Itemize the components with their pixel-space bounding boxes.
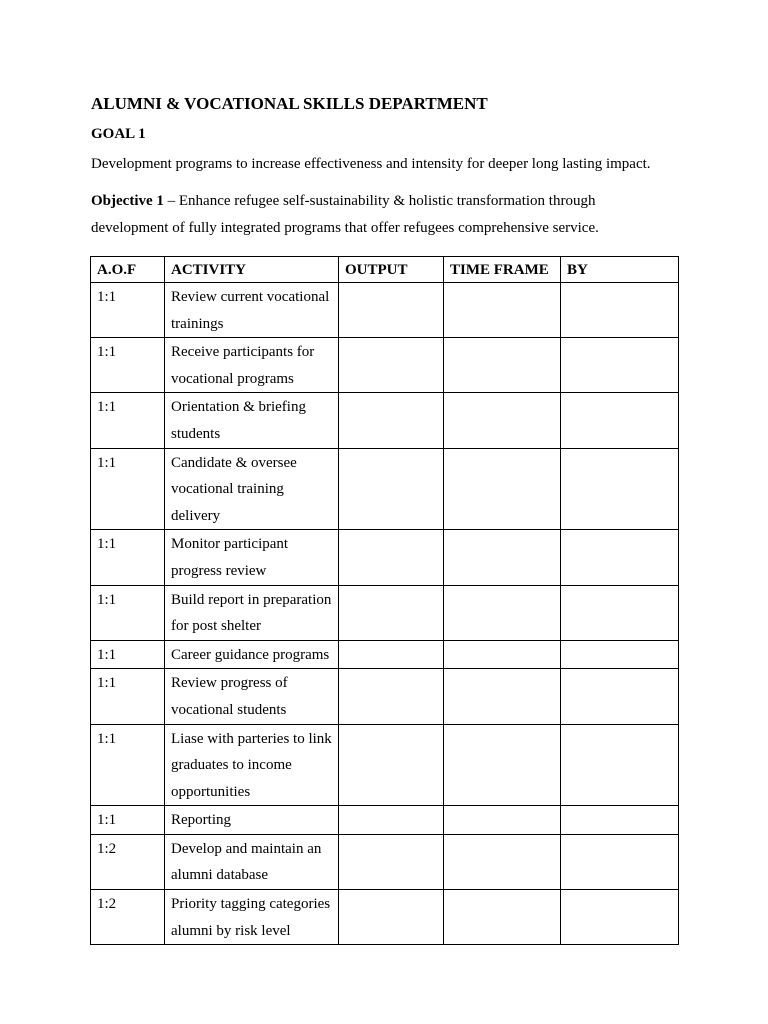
cell-by [561, 338, 679, 393]
cell-time-frame [444, 834, 561, 889]
cell-output [339, 585, 444, 640]
cell-by [561, 669, 679, 724]
goal-description: Development programs to increase effectiveness and intensity for deeper long lasting impact. [91, 156, 651, 172]
cell-by [561, 834, 679, 889]
cell-activity: Develop and maintain an alumni database [165, 834, 339, 889]
objective-line-1 [91, 193, 595, 210]
cell-activity: Review current vocational trainings [165, 283, 339, 338]
table-header-row [91, 257, 679, 283]
document-title: ALUMNI & VOCATIONAL SKILLS DEPARTMENT [91, 94, 488, 113]
goal-heading: GOAL 1 [91, 126, 146, 142]
table-row [91, 448, 679, 530]
cell-time-frame [444, 530, 561, 585]
cell-aof: 1:1 [91, 338, 165, 393]
cell-by [561, 806, 679, 835]
header-by: BY [561, 257, 679, 283]
cell-by [561, 890, 679, 945]
cell-activity: Build report in preparation for post shelter [165, 585, 339, 640]
cell-aof: 1:1 [91, 806, 165, 835]
cell-output [339, 806, 444, 835]
cell-time-frame [444, 448, 561, 530]
cell-by [561, 448, 679, 530]
cell-time-frame [444, 640, 561, 669]
table-row [91, 640, 679, 669]
cell-output [339, 890, 444, 945]
cell-by [561, 393, 679, 448]
cell-by [561, 530, 679, 585]
header-activity: ACTIVITY [165, 257, 339, 283]
cell-time-frame [444, 890, 561, 945]
objective-label: Objective 1 [91, 193, 164, 209]
cell-output [339, 283, 444, 338]
table-row [91, 530, 679, 585]
objective-line-2: development of fully integrated programs that offer refugees comprehensive service. [91, 220, 599, 236]
cell-aof: 1:1 [91, 640, 165, 669]
cell-time-frame [444, 283, 561, 338]
cell-output [339, 834, 444, 889]
table-row [91, 724, 679, 806]
cell-activity: Reporting [165, 806, 339, 835]
table-row [91, 834, 679, 889]
header-output: OUTPUT [339, 257, 444, 283]
cell-aof: 1:2 [91, 890, 165, 945]
table-row [91, 669, 679, 724]
table-row [91, 585, 679, 640]
cell-activity: Review progress of vocational students [165, 669, 339, 724]
cell-by [561, 724, 679, 806]
table-row [91, 890, 679, 945]
cell-aof: 1:1 [91, 669, 165, 724]
table-row [91, 338, 679, 393]
cell-aof: 1:1 [91, 585, 165, 640]
cell-output [339, 669, 444, 724]
cell-activity: Career guidance programs [165, 640, 339, 669]
cell-time-frame [444, 338, 561, 393]
cell-activity: Receive participants for vocational programs [165, 338, 339, 393]
header-time-frame: TIME FRAME [444, 257, 561, 283]
cell-aof: 1:1 [91, 283, 165, 338]
cell-time-frame [444, 669, 561, 724]
cell-output [339, 724, 444, 806]
cell-time-frame [444, 393, 561, 448]
table-row [91, 806, 679, 835]
cell-by [561, 283, 679, 338]
cell-output [339, 393, 444, 448]
cell-activity: Liase with parteries to link graduates to income opportunities [165, 724, 339, 806]
cell-activity: Candidate & oversee vocational training delivery [165, 448, 339, 530]
cell-aof: 1:2 [91, 834, 165, 889]
cell-aof: 1:1 [91, 393, 165, 448]
cell-output [339, 640, 444, 669]
cell-output [339, 338, 444, 393]
cell-time-frame [444, 585, 561, 640]
cell-time-frame [444, 724, 561, 806]
cell-output [339, 530, 444, 585]
objective-text-1: – Enhance refugee self-sustainability & holistic transformation through [163, 193, 596, 209]
cell-output [339, 448, 444, 530]
cell-by [561, 640, 679, 669]
cell-time-frame [444, 806, 561, 835]
header-aof: A.O.F [91, 257, 165, 283]
cell-aof: 1:1 [91, 724, 165, 806]
cell-aof: 1:1 [91, 448, 165, 530]
activity-table [90, 256, 679, 945]
cell-by [561, 585, 679, 640]
cell-activity: Priority tagging categories alumni by risk level [165, 890, 339, 945]
cell-activity: Orientation & briefing students [165, 393, 339, 448]
table-row [91, 393, 679, 448]
table-row [91, 283, 679, 338]
cell-activity: Monitor participant progress review [165, 530, 339, 585]
cell-aof: 1:1 [91, 530, 165, 585]
